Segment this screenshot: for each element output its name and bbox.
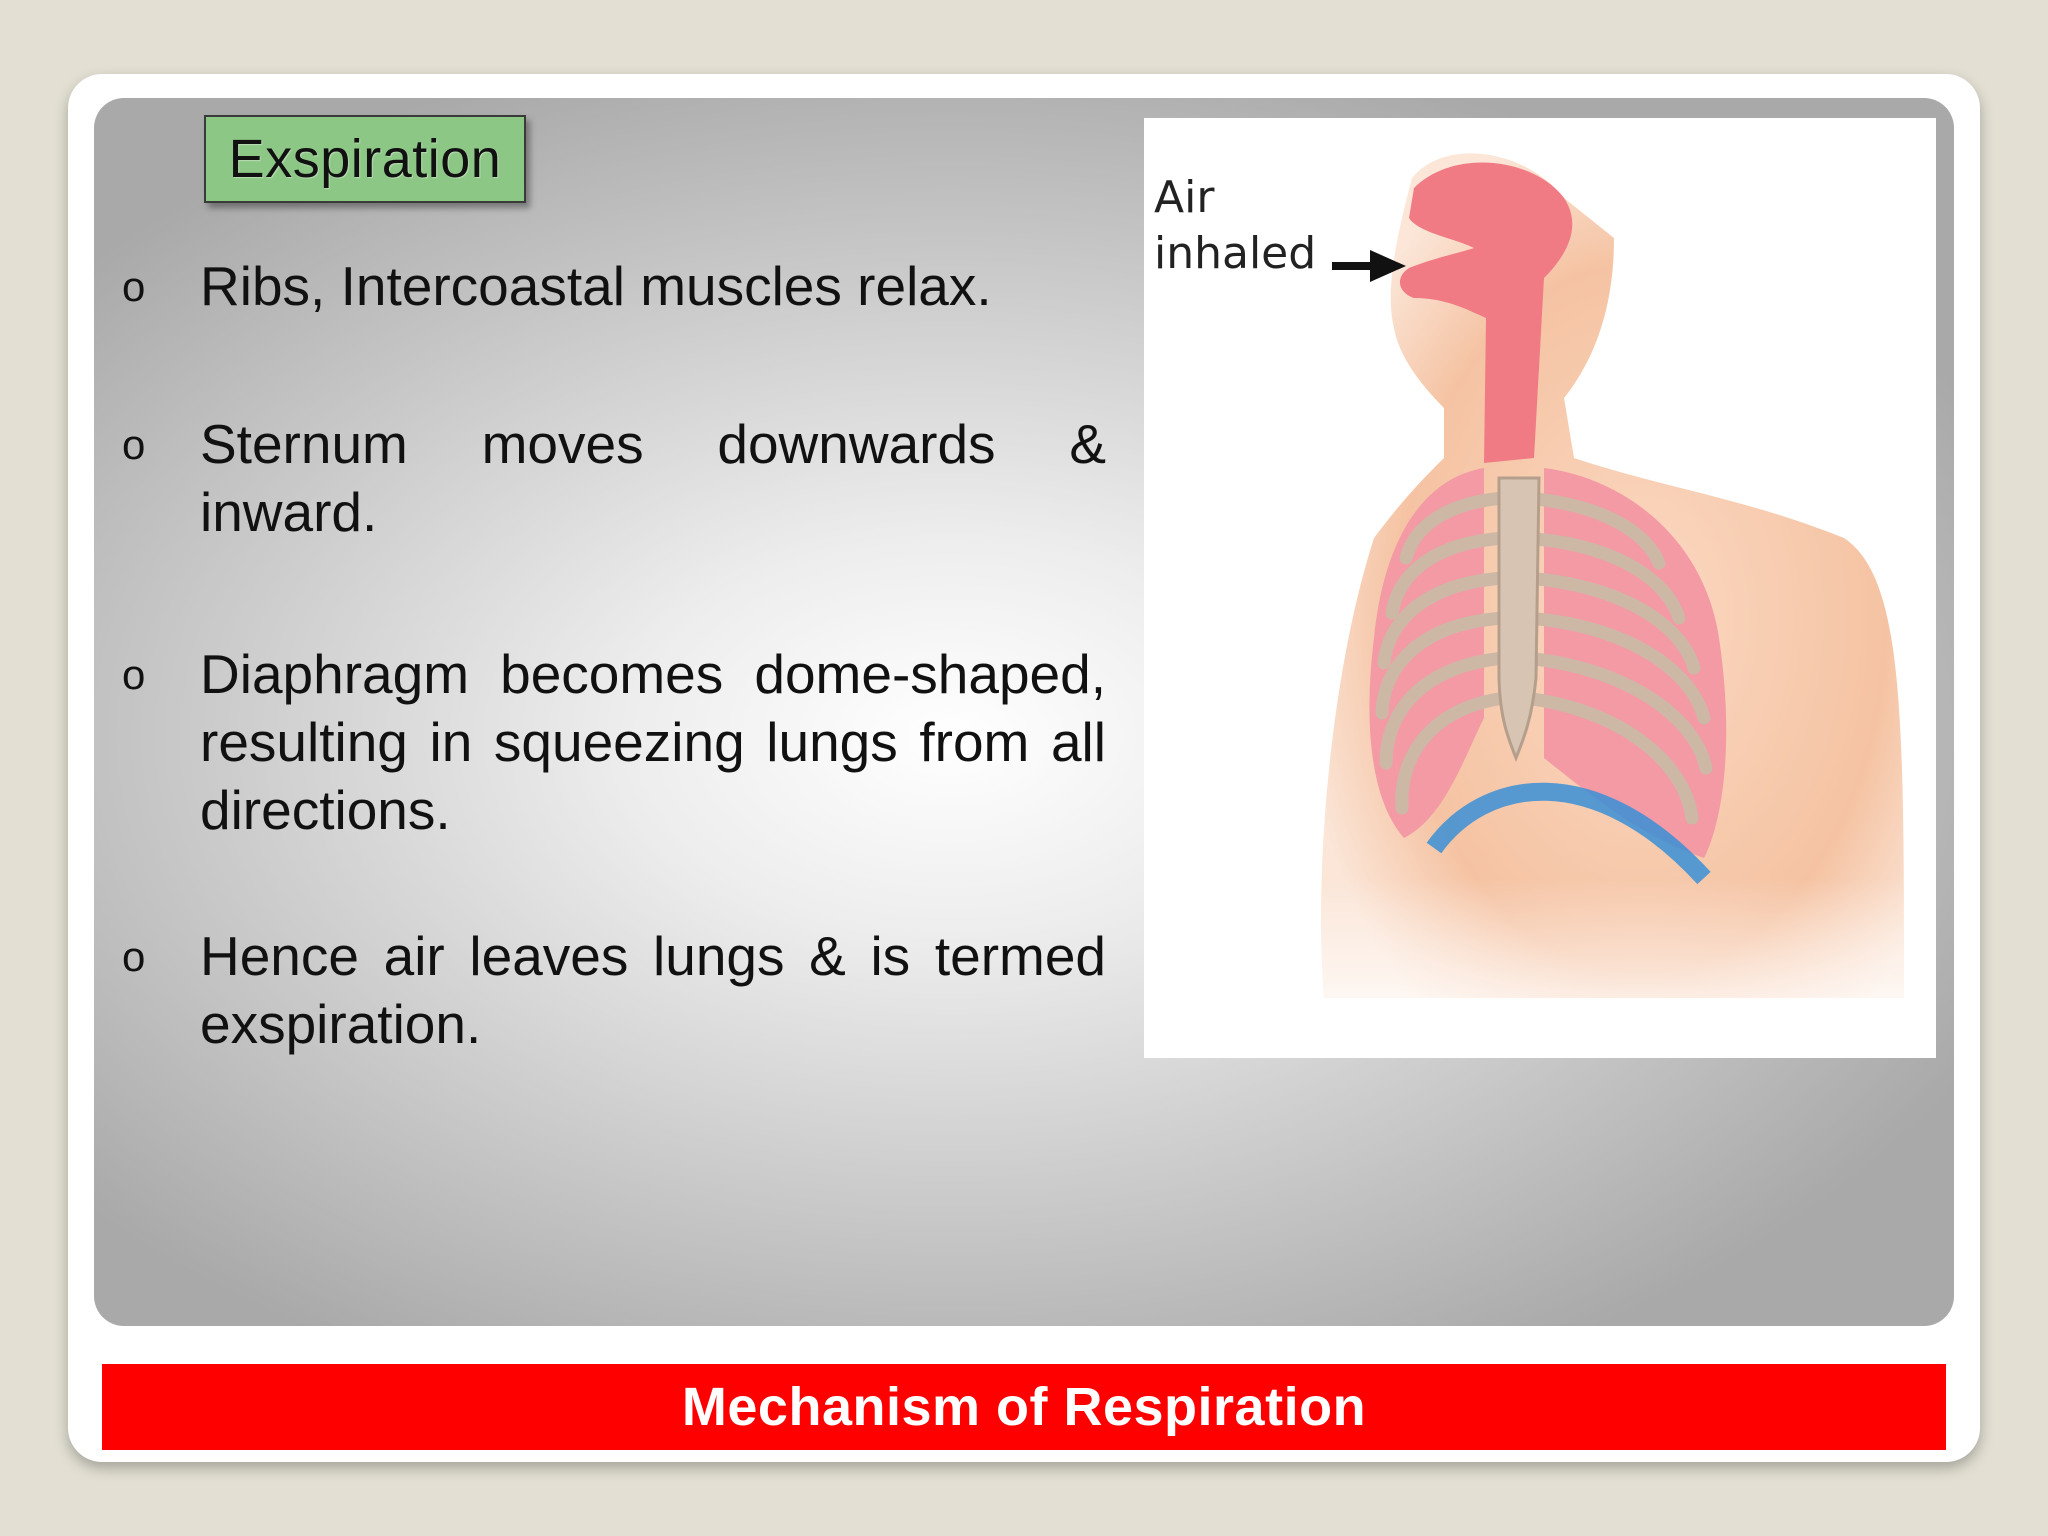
respiration-diagram xyxy=(1144,118,1936,1058)
bullet-text: Ribs, Intercoastal muscles relax. xyxy=(200,255,992,317)
air-label-line1: Air xyxy=(1154,172,1215,223)
bullet-marker: o xyxy=(122,421,146,468)
bullet-marker: o xyxy=(122,263,146,310)
bullet-marker: o xyxy=(122,651,146,698)
slide-heading: Exspiration xyxy=(228,129,502,189)
heading-box xyxy=(204,115,526,203)
footer-title-bar xyxy=(102,1364,1946,1450)
footer-title: Mechanism of Respiration xyxy=(681,1377,1367,1437)
air-label-line2: inhaled xyxy=(1154,228,1317,279)
air-inhaled-label xyxy=(1154,170,1316,282)
bullet-text: Diaphragm becomes dome-shaped, resulting in squeezing lungs from all directions. xyxy=(200,643,1106,841)
bullet-text: Hence air leaves lungs & is termed exspiration. xyxy=(200,925,1106,1055)
fade-overlay xyxy=(1144,878,1936,1058)
bullet-text: Sternum moves downwards & inward. xyxy=(200,413,1106,543)
bullet-marker: o xyxy=(122,933,146,980)
